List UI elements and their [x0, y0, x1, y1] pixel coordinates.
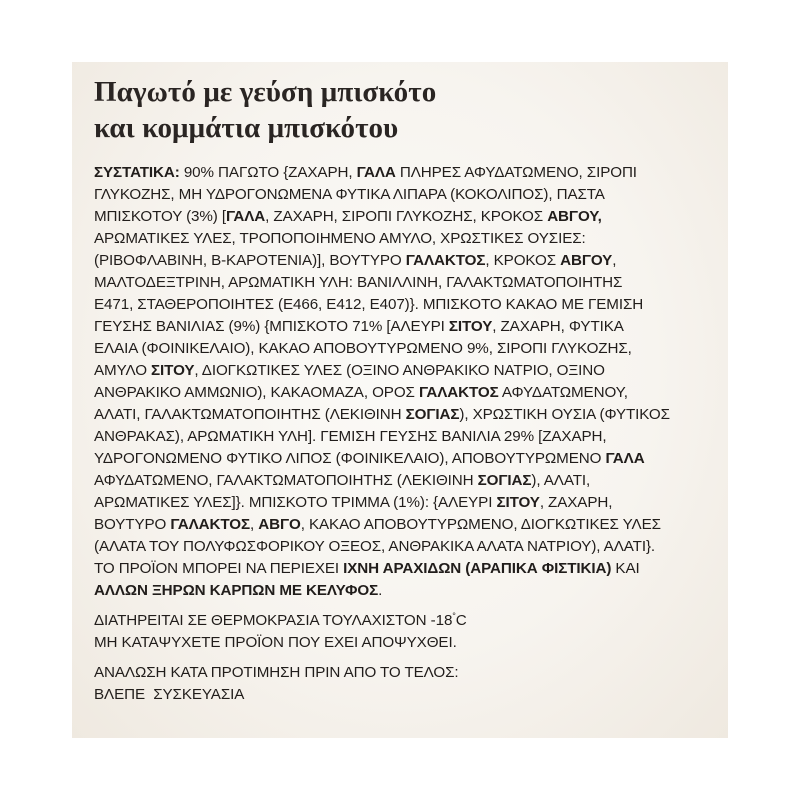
allergen-text: ΑΒΓΟ: [258, 516, 301, 533]
storage-temperature-text: ΔΙΑΤΗΡΕΙΤΑΙ ΣΕ ΘΕΡΜΟΚΡΑΣΙΑ ΤΟΥΛΑΧΙΣΤΟΝ -18: [94, 612, 453, 629]
ingredient-text: ΑΦΥΔΑΤΩΜΕΝΟ, ΓΑΛΑΚΤΩΜΑΤΟΠΟΙΗΤΗΣ (ΛΕΚΙΘΙΝΗ: [94, 472, 478, 489]
allergen-text: ΣΙΤΟΥ: [496, 494, 540, 511]
degree-symbol: °: [452, 611, 456, 621]
ingredients-line: [94, 580, 706, 602]
product-title: [94, 74, 706, 146]
ingredient-text: (ΑΛΑΤΑ ΤΟΥ ΠΟΛΥΦΩΣΦΟΡΙΚΟΥ ΟΞΕΟΣ, ΑΝΘΡΑΚΙΚΑ ΑΛΑΤΑ ΝΑΤΡΙΟΥ), ΑΛΑΤΙ}.: [94, 538, 656, 555]
allergen-text: ΣΥΣΤΑΤΙΚΑ:: [94, 164, 180, 181]
ingredients-line: [94, 514, 706, 536]
allergen-text: ΓΑΛΑ: [226, 208, 266, 225]
title-line-2: και κομμάτια μπισκότου: [94, 112, 399, 144]
ingredients-line: [94, 448, 706, 470]
ingredient-text: , ΖΑΧΑΡΗ,: [539, 494, 613, 511]
product-label: [72, 62, 728, 738]
ingredients-line: [94, 492, 706, 514]
storage-line-1: [94, 610, 706, 632]
ingredient-text: ΑΡΩΜΑΤΙΚΕΣ ΥΛΕΣ]}. ΜΠΙΣΚΟΤΟ ΤΡΙΜΜΑ (1%): {ΑΛΕΥΡΙ: [94, 494, 497, 511]
best-before-notice: [94, 662, 706, 706]
ingredient-text: ΠΛΗΡΕΣ ΑΦΥΔΑΤΩΜΕΝΟ, ΣΙΡΟΠΙ: [395, 164, 637, 181]
temperature-unit: C: [455, 612, 467, 629]
ingredients-line: [94, 382, 706, 404]
ingredients-line: [94, 426, 706, 448]
allergen-text: ΙΧΝΗ ΑΡΑΧΙΔΩΝ (ΑΡΑΠΙΚΑ ΦΙΣΤΙΚΙΑ): [343, 560, 612, 577]
ingredients-line: [94, 162, 706, 184]
ingredients-line: [94, 316, 706, 338]
ingredients-line: [94, 206, 706, 228]
storage-instructions: [94, 610, 706, 654]
best-before-line-2: ΒΛΕΠΕ ΣΥΣΚΕΥΑΣΙΑ: [94, 686, 245, 703]
allergen-text: ΣΟΓΙΑΣ: [405, 406, 460, 423]
ingredient-text: ΥΔΡΟΓΟΝΩΜΕΝΟ ΦΥΤΙΚΟ ΛΙΠΟΣ (ΦΟΙΝΙΚΕΛΑΙΟ), ΑΠΟΒΟΥΤΥΡΩΜΕΝΟ: [94, 450, 606, 467]
allergen-text: ΣΟΓΙΑΣ: [477, 472, 532, 489]
ingredient-text: , ΔΙΟΓΚΩΤΙΚΕΣ ΥΛΕΣ (ΟΞΙΝΟ ΑΝΘΡΑΚΙΚΟ ΝΑΤΡΙΟ, ΟΞΙΝΟ: [194, 362, 605, 379]
ingredient-text: , ΚΡΟΚΟΣ: [485, 252, 561, 269]
allergen-text: ΓΑΛΑΚΤΟΣ: [418, 384, 499, 401]
allergen-text: ΓΑΛΑΚΤΟΣ: [405, 252, 486, 269]
allergen-text: ΑΒΓΟΥ,: [547, 208, 602, 225]
ingredient-text: ), ΧΡΩΣΤΙΚΗ ΟΥΣΙΑ (ΦΥΤΙΚΟΣ: [459, 406, 670, 423]
ingredients-line: [94, 272, 706, 294]
storage-line-2: ΜΗ ΚΑΤΑΨΥΧΕΤΕ ΠΡΟΪΟΝ ΠΟΥ ΕΧΕΙ ΑΠΟΨΥΧΘΕΙ.: [94, 634, 457, 651]
ingredients-line: [94, 338, 706, 360]
ingredient-text: ΒΟΥΤΥΡΟ: [94, 516, 171, 533]
ingredients-line: [94, 250, 706, 272]
allergen-text: ΣΙΤΟΥ: [151, 362, 195, 379]
ingredient-text: ΚΑΙ: [611, 560, 640, 577]
allergen-text: ΓΑΛΑΚΤΟΣ: [170, 516, 250, 533]
allergen-text: ΓΑΛΑ: [356, 164, 396, 181]
ingredient-text: ,: [612, 252, 617, 269]
best-before-line-1: ΑΝΑΛΩΣΗ ΚΑΤΑ ΠΡΟΤΙΜΗΣΗ ΠΡΙΝ ΑΠΟ ΤΟ ΤΕΛΟΣ:: [94, 664, 459, 681]
ingredient-text: ΓΛΥΚΟΖΗΣ, ΜΗ ΥΔΡΟΓΟΝΩΜΕΝΑ ΦΥΤΙΚΑ ΛΙΠΑΡΑ (ΚΟΚΟΛΙΠΟΣ), ΠΑΣΤΑ: [94, 186, 605, 203]
allergen-text: ΣΙΤΟΥ: [448, 318, 493, 335]
ingredients-line: [94, 184, 706, 206]
ingredient-text: ΕΛΑΙΑ (ΦΟΙΝΙΚΕΛΑΙΟ), ΚΑΚΑΟ ΑΠΟΒΟΥΤΥΡΩΜΕΝΟ 9%, ΣΙΡΟΠΙ ΓΛΥΚΟΖΗΣ,: [94, 340, 632, 357]
ingredient-text: ,: [250, 516, 259, 533]
ingredient-text: , ΚΑΚΑΟ ΑΠΟΒΟΥΤΥΡΩΜΕΝΟ, ΔΙΟΓΚΩΤΙΚΕΣ ΥΛΕΣ: [300, 516, 661, 533]
allergen-text: ΑΒΓΟΥ: [560, 252, 613, 269]
ingredient-text: ), ΑΛΑΤΙ,: [531, 472, 591, 489]
ingredients-line: [94, 536, 706, 558]
ingredients-list: [94, 162, 706, 602]
ingredient-text: .: [378, 582, 383, 599]
title-line-1: Παγωτό με γεύση μπισκότο: [94, 76, 437, 108]
ingredients-line: [94, 470, 706, 492]
ingredient-text: ΜΑΛΤΟΔΕΞΤΡΙΝΗ, ΑΡΩΜΑΤΙΚΗ ΥΛΗ: ΒΑΝΙΛΛΙΝΗ, ΓΑΛΑΚΤΩΜΑΤΟΠΟΙΗΤΗΣ: [94, 274, 623, 291]
ingredient-text: (ΡΙΒΟΦΛΑΒΙΝΗ, Β-ΚΑΡΟΤΕΝΙΑ)], ΒΟΥΤΥΡΟ: [94, 252, 406, 269]
ingredient-text: ΑΡΩΜΑΤΙΚΕΣ ΥΛΕΣ, ΤΡΟΠΟΠΟΙΗΜΕΝΟ ΑΜΥΛΟ, ΧΡΩΣΤΙΚΕΣ ΟΥΣΙΕΣ:: [94, 230, 586, 247]
ingredient-text: ΑΝΘΡΑΚΑΣ), ΑΡΩΜΑΤΙΚΗ ΥΛΗ]. ΓΕΜΙΣΗ ΓΕΥΣΗΣ ΒΑΝΙΛΙΑ 29% [ΖΑΧΑΡΗ,: [94, 428, 607, 445]
ingredients-line: [94, 558, 706, 580]
allergen-text: ΓΑΛΑ: [605, 450, 645, 467]
ingredient-text: Ε471, ΣΤΑΘΕΡΟΠΟΙΗΤΕΣ (Ε466, Ε412, Ε407)}. ΜΠΙΣΚΟΤΟ ΚΑΚΑΟ ΜΕ ΓΕΜΙΣΗ: [94, 296, 644, 313]
ingredient-text: ΤΟ ΠΡΟΪΟΝ ΜΠΟΡΕΙ ΝΑ ΠΕΡΙΕΧΕΙ: [94, 560, 344, 577]
ingredients-line: [94, 404, 706, 426]
ingredient-text: , ΖΑΧΑΡΗ, ΦΥΤΙΚΑ: [492, 318, 624, 335]
ingredients-line: [94, 360, 706, 382]
ingredient-text: ΓΕΥΣΗΣ ΒΑΝΙΛΙΑΣ (9%) {ΜΠΙΣΚΟΤΟ 71% [ΑΛΕΥΡΙ: [94, 318, 449, 335]
ingredient-text: ΑΝΘΡΑΚΙΚΟ ΑΜΜΩΝΙΟ), ΚΑΚΑΟΜΑΖΑ, ΟΡΟΣ: [94, 384, 419, 401]
ingredients-line: [94, 294, 706, 316]
allergen-text: ΑΛΛΩΝ ΞΗΡΩΝ ΚΑΡΠΩΝ ΜΕ ΚΕΛΥΦΟΣ: [94, 582, 379, 599]
ingredient-text: , ΖΑΧΑΡΗ, ΣΙΡΟΠΙ ΓΛΥΚΟΖΗΣ, ΚΡΟΚΟΣ: [265, 208, 548, 225]
ingredient-text: ΑΜΥΛΟ: [94, 362, 152, 379]
ingredient-text: ΜΠΙΣΚΟΤΟΥ (3%) [: [94, 208, 227, 225]
ingredient-text: ΑΦΥΔΑΤΩΜΕΝΟΥ,: [498, 384, 628, 401]
ingredients-line: [94, 228, 706, 250]
ingredient-text: 90% ΠΑΓΩΤΟ {ΖΑΧΑΡΗ,: [179, 164, 357, 181]
ingredient-text: ΑΛΑΤΙ, ΓΑΛΑΚΤΩΜΑΤΟΠΟΙΗΤΗΣ (ΛΕΚΙΘΙΝΗ: [94, 406, 406, 423]
